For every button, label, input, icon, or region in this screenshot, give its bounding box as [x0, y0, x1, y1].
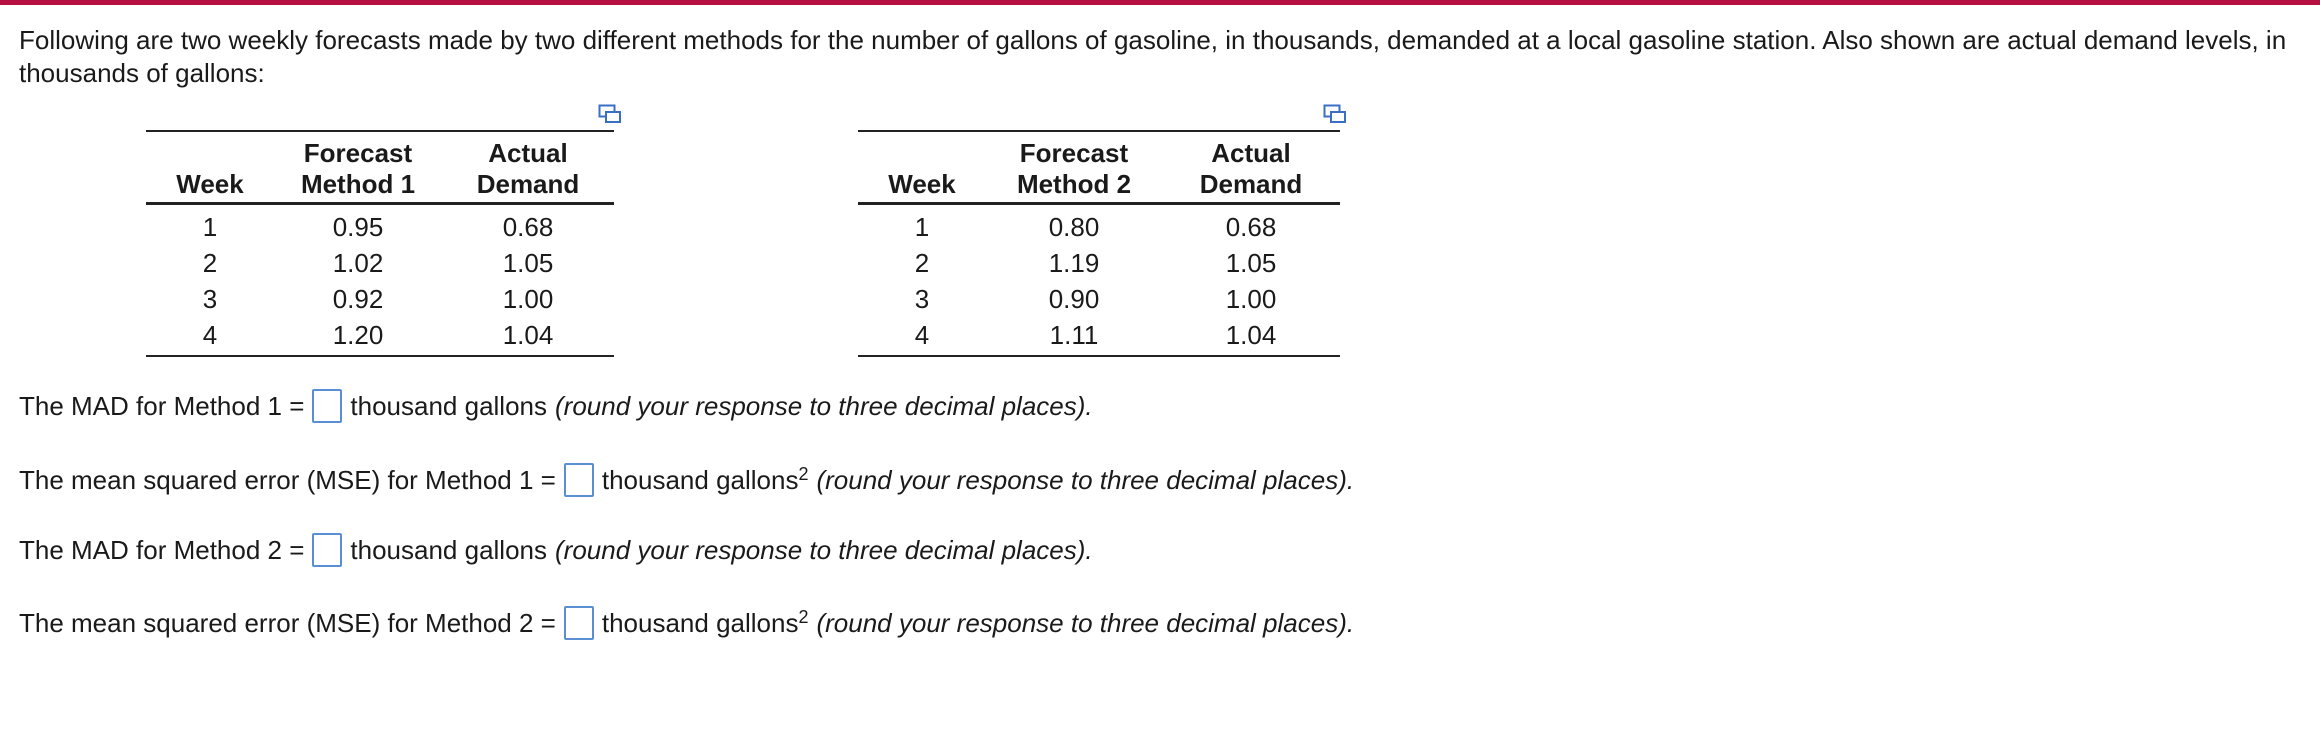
table-method-1-container	[146, 130, 614, 357]
table-method-2	[858, 130, 1340, 357]
problem-intro: Following are two weekly forecasts made by two different methods for the number of gallons of gasoline, in thousands, demanded at a local gasoline station. Also shown are actual demand levels, in thousands of gallons:	[19, 25, 2287, 88]
question-unit: thousand gallons	[350, 535, 548, 565]
table-row	[146, 317, 614, 356]
copy-table-icon[interactable]	[1323, 104, 1347, 124]
question-prefix: The mean squared error (MSE) for Method 1 =	[19, 465, 556, 495]
answer-input-mse-method-1[interactable]	[564, 463, 594, 497]
cell-week: 4	[146, 317, 274, 356]
cell-actual: 0.68	[502, 212, 554, 242]
question-unit: thousand gallons	[601, 465, 799, 495]
answer-input-mad-method-2[interactable]	[312, 533, 342, 567]
cell-actual: 1.00	[1225, 284, 1277, 314]
header-forecast-bottom: Method 2	[986, 169, 1162, 204]
table-row	[858, 204, 1340, 246]
question-prefix: The MAD for Method 2 =	[19, 535, 305, 565]
question-mad-method-1	[19, 388, 1093, 424]
cell-forecast: 0.90	[1048, 284, 1100, 314]
cell-week: 1	[914, 212, 930, 242]
question-unit: thousand gallons	[350, 391, 548, 421]
table-method-1	[146, 130, 614, 357]
question-hint: (round your response to three decimal places).	[816, 465, 1355, 495]
table-row	[146, 204, 614, 246]
header-actual-bottom: Demand	[1162, 169, 1340, 204]
cell-week: 4	[858, 317, 986, 356]
question-mse-method-2	[19, 605, 1354, 641]
header-actual-top: Actual	[442, 131, 614, 169]
answer-input-mse-method-2[interactable]	[564, 606, 594, 640]
cell-actual: 1.04	[442, 317, 614, 356]
cell-forecast: 1.20	[274, 317, 442, 356]
header-forecast-bottom: Method 1	[274, 169, 442, 204]
cell-forecast: 0.92	[332, 284, 384, 314]
cell-week: 1	[202, 212, 218, 242]
cell-week: 3	[202, 284, 218, 314]
question-prefix: The mean squared error (MSE) for Method 2 =	[19, 608, 556, 638]
top-accent-bar	[0, 0, 2320, 5]
table-row	[146, 281, 614, 317]
table-row	[858, 281, 1340, 317]
cell-actual: 1.04	[1162, 317, 1340, 356]
header-actual-bottom: Demand	[442, 169, 614, 204]
cell-actual: 0.68	[1225, 212, 1277, 242]
unit-exponent: 2	[798, 607, 809, 627]
table-row	[858, 317, 1340, 356]
question-hint: (round your response to three decimal places).	[555, 535, 1093, 565]
cell-week: 2	[202, 248, 218, 278]
question-mse-method-1	[19, 462, 1354, 498]
header-week-spacer	[858, 131, 986, 169]
question-hint: (round your response to three decimal places).	[816, 608, 1355, 638]
header-week: Week	[858, 169, 986, 204]
cell-actual: 1.05	[502, 248, 554, 278]
cell-forecast: 0.95	[332, 212, 384, 242]
question-unit: thousand gallons	[601, 608, 799, 638]
cell-forecast: 1.19	[1048, 248, 1100, 278]
header-forecast-top: Forecast	[986, 131, 1162, 169]
cell-week: 2	[914, 248, 930, 278]
table-row	[146, 245, 614, 281]
answer-input-mad-method-1[interactable]	[312, 389, 342, 423]
table-row	[858, 245, 1340, 281]
cell-actual: 1.00	[502, 284, 554, 314]
header-week-spacer	[146, 131, 274, 169]
cell-forecast: 1.11	[986, 317, 1162, 356]
unit-exponent: 2	[798, 464, 809, 484]
header-forecast-top: Forecast	[274, 131, 442, 169]
cell-actual: 1.05	[1225, 248, 1277, 278]
cell-forecast: 1.02	[332, 248, 384, 278]
question-hint: (round your response to three decimal places).	[555, 391, 1093, 421]
question-mad-method-2	[19, 532, 1093, 568]
header-week: Week	[146, 169, 274, 204]
table-method-2-container	[858, 130, 1340, 357]
cell-forecast: 0.80	[1048, 212, 1100, 242]
header-actual-top: Actual	[1162, 131, 1340, 169]
cell-week: 3	[914, 284, 930, 314]
copy-table-icon[interactable]	[598, 104, 622, 124]
question-prefix: The MAD for Method 1 =	[19, 391, 305, 421]
